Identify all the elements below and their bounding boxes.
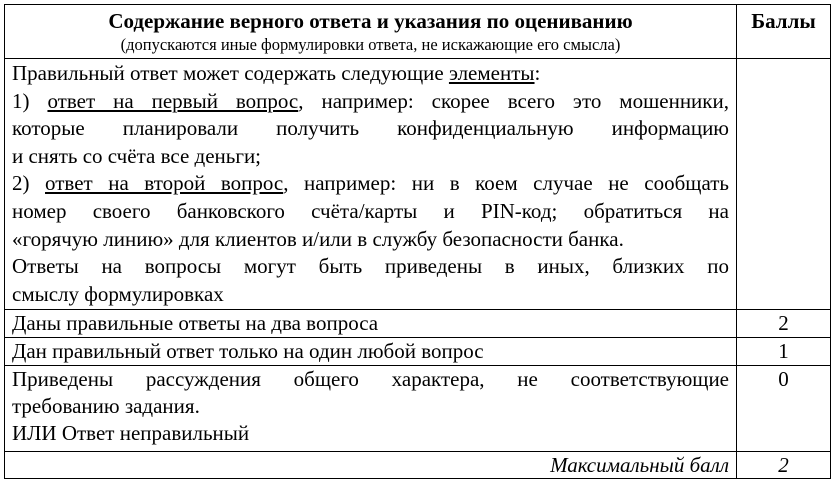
header-row <box>5 5 831 59</box>
max-score-row <box>5 452 831 479</box>
criterion-text <box>5 366 737 452</box>
answer-item-2-line-3: «горячую линию» для клиентов и/или в службу безопасности банка. <box>12 226 624 251</box>
answer-item-1-line-3: и снять со счёта все деньги; <box>12 143 262 168</box>
answer-item-2-line-1: 2) ответ на второй вопрос, например: ни в коем случае не сообщать <box>12 171 729 196</box>
criterion-line-3: ИЛИ Ответ неправильный <box>12 421 250 446</box>
criterion-text: Дан правильный ответ только на один любой вопрос <box>5 338 737 366</box>
answer-item-1-line-2: которые планировали получить конфиденциальную информацию <box>12 116 729 141</box>
grading-table <box>4 4 831 479</box>
answer-row <box>5 59 831 310</box>
answer-note-line-2: смыслу формулировках <box>12 281 224 306</box>
criterion-line-1: Приведены рассуждения общего характера, не соответствующие <box>12 367 729 392</box>
item-1-underlined: ответ на первый вопрос <box>47 88 299 113</box>
criterion-points: 2 <box>737 310 831 338</box>
header-content-cell <box>5 5 737 59</box>
elements-underlined: элементы <box>448 61 535 85</box>
criterion-points: 0 <box>737 366 831 452</box>
max-score-value: 2 <box>737 452 831 479</box>
answer-content-cell <box>5 59 737 310</box>
max-score-label: Максимальный балл <box>5 452 737 479</box>
answer-item-1-line-1: 1) ответ на первый вопрос, например: скорее всего это мошенники, <box>12 88 729 113</box>
answer-points-cell <box>737 59 831 310</box>
criterion-row <box>5 310 831 338</box>
header-points: Баллы <box>737 5 831 59</box>
criterion-line-2: требованию задания. <box>12 394 200 419</box>
answer-intro: Правильный ответ может содержать следующие элементы: <box>12 61 541 85</box>
header-title: Содержание верного ответа и указания по оцениванию <box>108 9 633 33</box>
answer-note-line-1: Ответы на вопросы могут быть приведены в иных, близких по <box>12 254 729 279</box>
criterion-row <box>5 338 831 366</box>
criterion-text: Даны правильные ответы на два вопроса <box>5 310 737 338</box>
criterion-row <box>5 366 831 452</box>
criterion-points: 1 <box>737 338 831 366</box>
item-2-underlined: ответ на второй вопрос <box>45 171 284 196</box>
answer-item-2-line-2: номер своего банковского счёта/карты и PIN-код; обратиться на <box>12 198 729 223</box>
header-subtitle: (допускаются иные формулировки ответа, не искажающие его смысла) <box>120 35 621 54</box>
